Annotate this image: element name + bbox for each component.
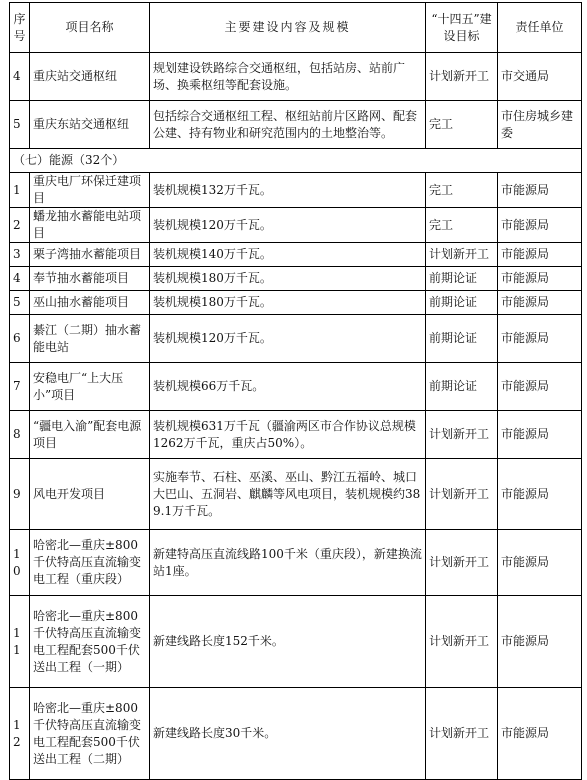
row-no: 6 bbox=[10, 315, 30, 363]
row-unit: 市能源局 bbox=[498, 291, 582, 315]
row-target: 前期论证 bbox=[426, 267, 498, 291]
header-unit: 责任单位 bbox=[498, 3, 582, 53]
row-unit: 市能源局 bbox=[498, 267, 582, 291]
row-name: 重庆电厂环保迁建项目 bbox=[30, 173, 150, 208]
section-title: （七）能源（32个） bbox=[10, 149, 582, 173]
project-table bbox=[9, 2, 582, 780]
row-name: 哈密北—重庆±800千伏特高压直流输变电工程（重庆段） bbox=[30, 530, 150, 596]
row-name: 栗子湾抽水蓄能项目 bbox=[30, 243, 150, 267]
row-no: 5 bbox=[10, 291, 30, 315]
row-content: 装机规模120万千瓦。 bbox=[150, 208, 426, 243]
row-no: 11 bbox=[10, 596, 30, 688]
table-row bbox=[10, 363, 582, 411]
row-name: 风电开发项目 bbox=[30, 459, 150, 530]
row-content: 装机规模66万千瓦。 bbox=[150, 363, 426, 411]
row-target: 前期论证 bbox=[426, 291, 498, 315]
row-content: 装机规模140万千瓦。 bbox=[150, 243, 426, 267]
row-name: 哈密北—重庆±800千伏特高压直流输变电工程配套500千伏送出工程（一期） bbox=[30, 596, 150, 688]
row-name: “疆电入渝”配套电源项目 bbox=[30, 411, 150, 459]
row-target: 计划新开工 bbox=[426, 459, 498, 530]
table-row bbox=[10, 173, 582, 208]
table-row bbox=[10, 459, 582, 530]
row-name: 蟠龙抽水蓄能电站项目 bbox=[30, 208, 150, 243]
row-name: 重庆站交通枢纽 bbox=[30, 53, 150, 101]
row-content: 包括综合交通枢纽工程、枢纽站前片区路网、配套公建、持有物业和研究范围内的土地整治等。 bbox=[150, 101, 426, 149]
table-row bbox=[10, 530, 582, 596]
row-target: 计划新开工 bbox=[426, 243, 498, 267]
row-unit: 市能源局 bbox=[498, 173, 582, 208]
row-unit: 市住房城乡建委 bbox=[498, 101, 582, 149]
row-target: 完工 bbox=[426, 173, 498, 208]
row-no: 3 bbox=[10, 243, 30, 267]
table-row bbox=[10, 688, 582, 780]
row-no: 1 bbox=[10, 173, 30, 208]
header-row bbox=[10, 3, 582, 53]
row-unit: 市能源局 bbox=[498, 243, 582, 267]
row-target: 完工 bbox=[426, 208, 498, 243]
table-row bbox=[10, 101, 582, 149]
row-content: 装机规模180万千瓦。 bbox=[150, 291, 426, 315]
row-content: 装机规模631万千瓦（疆渝两区市合作协议总规模1262万千瓦，重庆占50%）。 bbox=[150, 411, 426, 459]
row-no: 12 bbox=[10, 688, 30, 780]
row-unit: 市能源局 bbox=[498, 363, 582, 411]
table-row bbox=[10, 208, 582, 243]
row-unit: 市能源局 bbox=[498, 459, 582, 530]
row-no: 5 bbox=[10, 101, 30, 149]
row-unit: 市能源局 bbox=[498, 208, 582, 243]
row-name: 安稳电厂“上大压小”项目 bbox=[30, 363, 150, 411]
row-no: 4 bbox=[10, 267, 30, 291]
table-row bbox=[10, 291, 582, 315]
row-target: 前期论证 bbox=[426, 315, 498, 363]
table-row bbox=[10, 267, 582, 291]
table-row bbox=[10, 53, 582, 101]
row-no: 7 bbox=[10, 363, 30, 411]
row-no: 8 bbox=[10, 411, 30, 459]
row-content: 装机规模180万千瓦。 bbox=[150, 267, 426, 291]
row-unit: 市能源局 bbox=[498, 530, 582, 596]
row-content: 装机规模120万千瓦。 bbox=[150, 315, 426, 363]
row-target: 前期论证 bbox=[426, 363, 498, 411]
row-content: 新建线路长度152千米。 bbox=[150, 596, 426, 688]
header-no: 序号 bbox=[10, 3, 30, 53]
row-no: 10 bbox=[10, 530, 30, 596]
row-unit: 市交通局 bbox=[498, 53, 582, 101]
row-unit: 市能源局 bbox=[498, 411, 582, 459]
row-name: 巫山抽水蓄能项目 bbox=[30, 291, 150, 315]
row-no: 4 bbox=[10, 53, 30, 101]
table-row bbox=[10, 596, 582, 688]
row-target: 计划新开工 bbox=[426, 411, 498, 459]
row-name: 綦江（二期）抽水蓄能电站 bbox=[30, 315, 150, 363]
row-name: 重庆东站交通枢纽 bbox=[30, 101, 150, 149]
row-name: 哈密北—重庆±800千伏特高压直流输变电工程配套500千伏送出工程（二期） bbox=[30, 688, 150, 780]
row-name: 奉节抽水蓄能项目 bbox=[30, 267, 150, 291]
table-row bbox=[10, 243, 582, 267]
row-target: 计划新开工 bbox=[426, 53, 498, 101]
row-content: 规划建设铁路综合交通枢纽，包括站房、站前广场、换乘枢纽等配套设施。 bbox=[150, 53, 426, 101]
row-no: 2 bbox=[10, 208, 30, 243]
header-name: 项目名称 bbox=[30, 3, 150, 53]
row-content: 新建线路长度30千米。 bbox=[150, 688, 426, 780]
row-target: 计划新开工 bbox=[426, 596, 498, 688]
header-target: “十四五”建设目标 bbox=[426, 3, 498, 53]
row-unit: 市能源局 bbox=[498, 596, 582, 688]
table-row bbox=[10, 315, 582, 363]
row-unit: 市能源局 bbox=[498, 688, 582, 780]
row-target: 计划新开工 bbox=[426, 530, 498, 596]
header-content: 主要建设内容及规模 bbox=[150, 3, 426, 53]
row-target: 完工 bbox=[426, 101, 498, 149]
table-row bbox=[10, 411, 582, 459]
row-unit: 市能源局 bbox=[498, 315, 582, 363]
row-target: 计划新开工 bbox=[426, 688, 498, 780]
section-row bbox=[10, 149, 582, 173]
row-content: 实施奉节、石柱、巫溪、巫山、黔江五福岭、城口大巴山、五洞岩、麒麟等风电项目，装机规模约389.1万千瓦。 bbox=[150, 459, 426, 530]
row-no: 9 bbox=[10, 459, 30, 530]
row-content: 新建特高压直流线路100千米（重庆段），新建换流站1座。 bbox=[150, 530, 426, 596]
row-content: 装机规模132万千瓦。 bbox=[150, 173, 426, 208]
